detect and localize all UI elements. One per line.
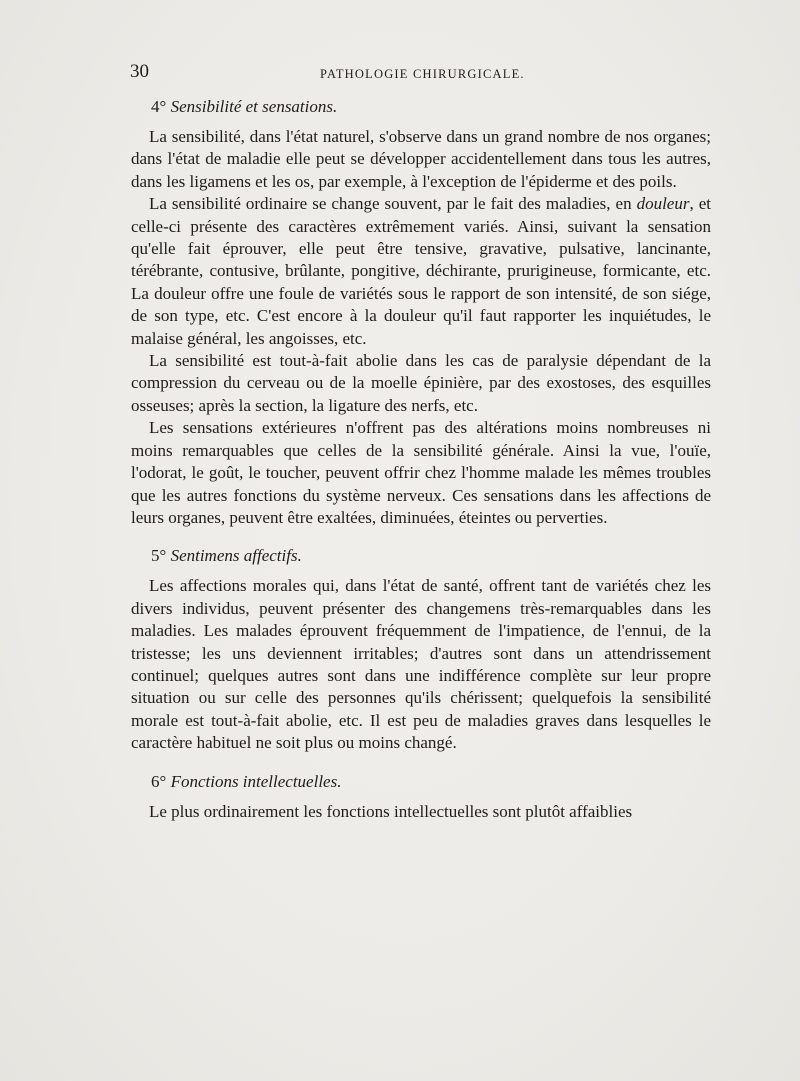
- page-number: 30: [130, 61, 149, 82]
- section-fonctions: [131, 771, 711, 823]
- italic-term: douleur: [636, 194, 690, 214]
- paragraph-text: La sensibilité ordinaire se change souvent, par le fait des maladies, en: [149, 194, 637, 214]
- paragraph: La sensibilité est tout-à-fait abolie dans les cas de paralysie dépendant de la compression du cerveau ou de la moelle épinière, par des exostoses, des esquilles osseuses; après la section, la ligature des nerfs, etc.: [131, 351, 711, 415]
- section-sensibilite: [131, 96, 711, 529]
- page-header: [130, 62, 550, 82]
- paragraph-text: , et celle-ci présente des caractères extrêmement variés. Ainsi, suivant la sensation qu'elle fait éprouver, elle peut être tensive, gravative, pulsative, lancinante, térébrante, contusive, brûlante, pongitive, déchirante, prurigineuse, formicante, etc. La douleur offre une foule de variétés sous le rapport de son intensité, de son siége, de son type, etc. C'est encore à la douleur qu'il faut rapporter les inquiétudes, le malaise général, les angoisses, etc.: [131, 194, 711, 348]
- section-number: 6°: [151, 771, 167, 791]
- section-heading: [151, 545, 711, 567]
- section-title: Sensibilité et sensations.: [170, 97, 338, 116]
- paragraph: [131, 193, 711, 350]
- section-title: Sentimens affectifs.: [170, 546, 302, 566]
- paragraph: La sensibilité, dans l'état naturel, s'observe dans un grand nombre de nos organes; dans l'état de maladie elle peut se développer accidentellement dans tous les autres, dans les ligamens et les os, par exemple, à l'exception de l'épiderme et des poils.: [131, 127, 711, 191]
- section-heading: [151, 96, 711, 118]
- section-sentimens: [131, 545, 711, 754]
- paragraph: Les sensations extérieures n'offrent pas des altérations moins nombreuses ni moins remarquables que celles de la sensibilité générale. Ainsi la vue, l'ouïe, l'odorat, le goût, le toucher, peuvent offrir chez l'homme malade les mêmes troubles que les autres fonctions du système nerveux. Ces sensations dans les affections de leurs organes, peuvent être exaltées, diminuées, éteintes ou perverties.: [131, 418, 711, 527]
- section-gap: [131, 529, 711, 545]
- section-title: Fonctions intellectuelles.: [170, 771, 342, 791]
- section-number: 5°: [151, 546, 167, 566]
- section-heading: [151, 771, 711, 793]
- page-body: [131, 96, 711, 823]
- running-title: PATHOLOGIE CHIRURGICALE.: [320, 67, 525, 81]
- paragraph: Les affections morales qui, dans l'état de santé, offrent tant de variétés chez les divers individus, peuvent présenter des changemens très-remarquables dans les maladies. Les malades éprouvent fréquemment de l'impatience, de l'ennui, de la tristesse; les uns deviennent irritables; d'autres sont dans un attendrissement continuel; quelques autres sont dans une indifférence complète sur leur propre situation ou sur celle des personnes qu'ils chérissent; quelquefois la sensibilité morale est tout-à-fait abolie, etc. Il est peu de maladies graves dans lesquelles le caractère habituel ne soit plus ou moins changé.: [131, 576, 711, 753]
- section-gap: [131, 755, 711, 771]
- section-number: 4°: [151, 97, 167, 116]
- paragraph: Le plus ordinairement les fonctions intellectuelles sont plutôt affaiblies: [149, 801, 633, 821]
